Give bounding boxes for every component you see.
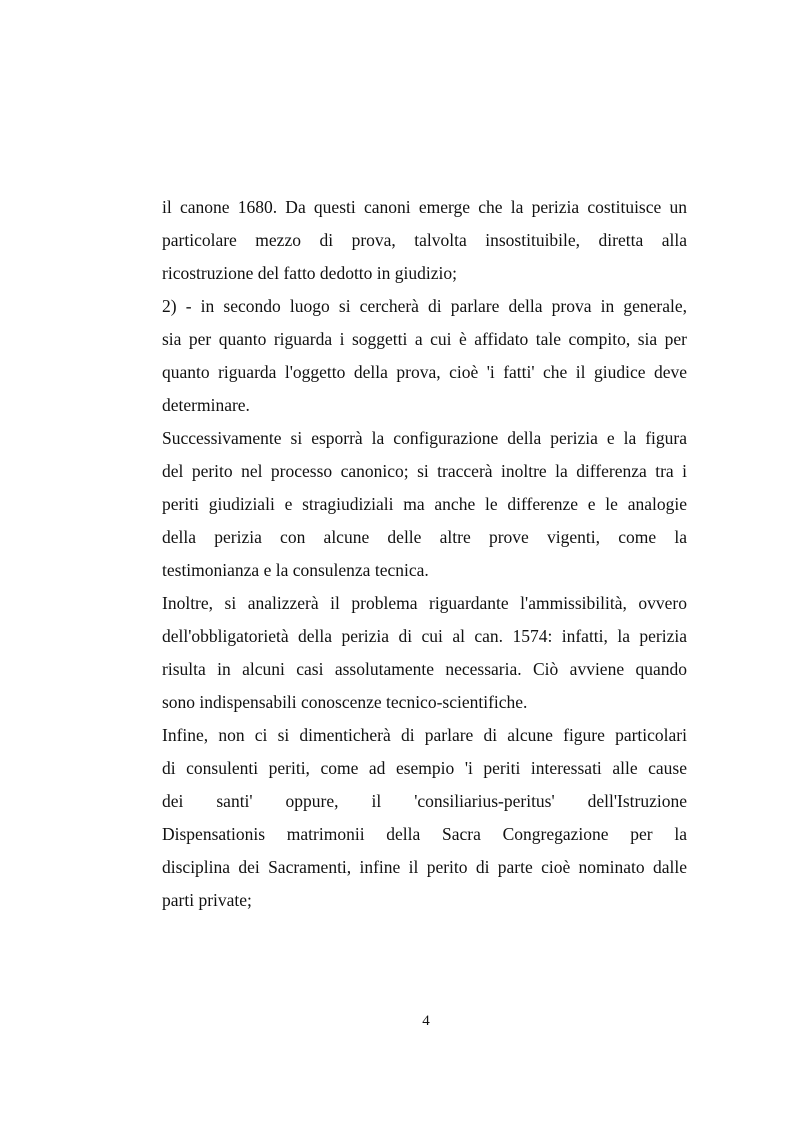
text-line: di consulenti periti, come ad esempio 'i periti interessati alle cause <box>162 758 687 778</box>
text-line: dei santi' oppure, il 'consiliarius-peritus' dell'Istruzione <box>162 791 687 811</box>
text-line: determinare. <box>162 395 250 415</box>
text-line: particolare mezzo di prova, talvolta insostituibile, diretta alla <box>162 230 687 250</box>
text-line: Infine, non ci si dimenticherà di parlare di alcune figure particolari <box>162 725 687 745</box>
body-text <box>162 191 687 917</box>
text-line: del perito nel processo canonico; si traccerà inoltre la differenza tra i <box>162 461 687 481</box>
text-line: sia per quanto riguarda i soggetti a cui è affidato tale compito, sia per <box>162 329 687 349</box>
text-line: 2) - in secondo luogo si cercherà di parlare della prova in generale, <box>162 296 687 316</box>
text-line: Dispensationis matrimonii della Sacra Congregazione per la <box>162 824 687 844</box>
text-line: testimonianza e la consulenza tecnica. <box>162 560 429 580</box>
page-number: 4 <box>422 1013 430 1029</box>
text-line: periti giudiziali e stragiudiziali ma anche le differenze e le analogie <box>162 494 687 514</box>
text-line: risulta in alcuni casi assolutamente necessaria. Ciò avviene quando <box>162 659 687 679</box>
text-line: della perizia con alcune delle altre prove vigenti, come la <box>162 527 687 547</box>
text-line: dell'obbligatorietà della perizia di cui al can. 1574: infatti, la perizia <box>162 626 687 646</box>
text-line: il canone 1680. Da questi canoni emerge che la perizia costituisce un <box>162 197 687 217</box>
text-line: sono indispensabili conoscenze tecnico-scientifiche. <box>162 692 528 712</box>
text-line: Inoltre, si analizzerà il problema riguardante l'ammissibilità, ovvero <box>162 593 687 613</box>
text-line: Successivamente si esporrà la configurazione della perizia e la figura <box>162 428 687 448</box>
text-line: disciplina dei Sacramenti, infine il perito di parte cioè nominato dalle <box>162 857 687 877</box>
text-line: ricostruzione del fatto dedotto in giudizio; <box>162 263 457 283</box>
text-line: parti private; <box>162 890 252 910</box>
text-line: quanto riguarda l'oggetto della prova, cioè 'i fatti' che il giudice deve <box>162 362 687 382</box>
